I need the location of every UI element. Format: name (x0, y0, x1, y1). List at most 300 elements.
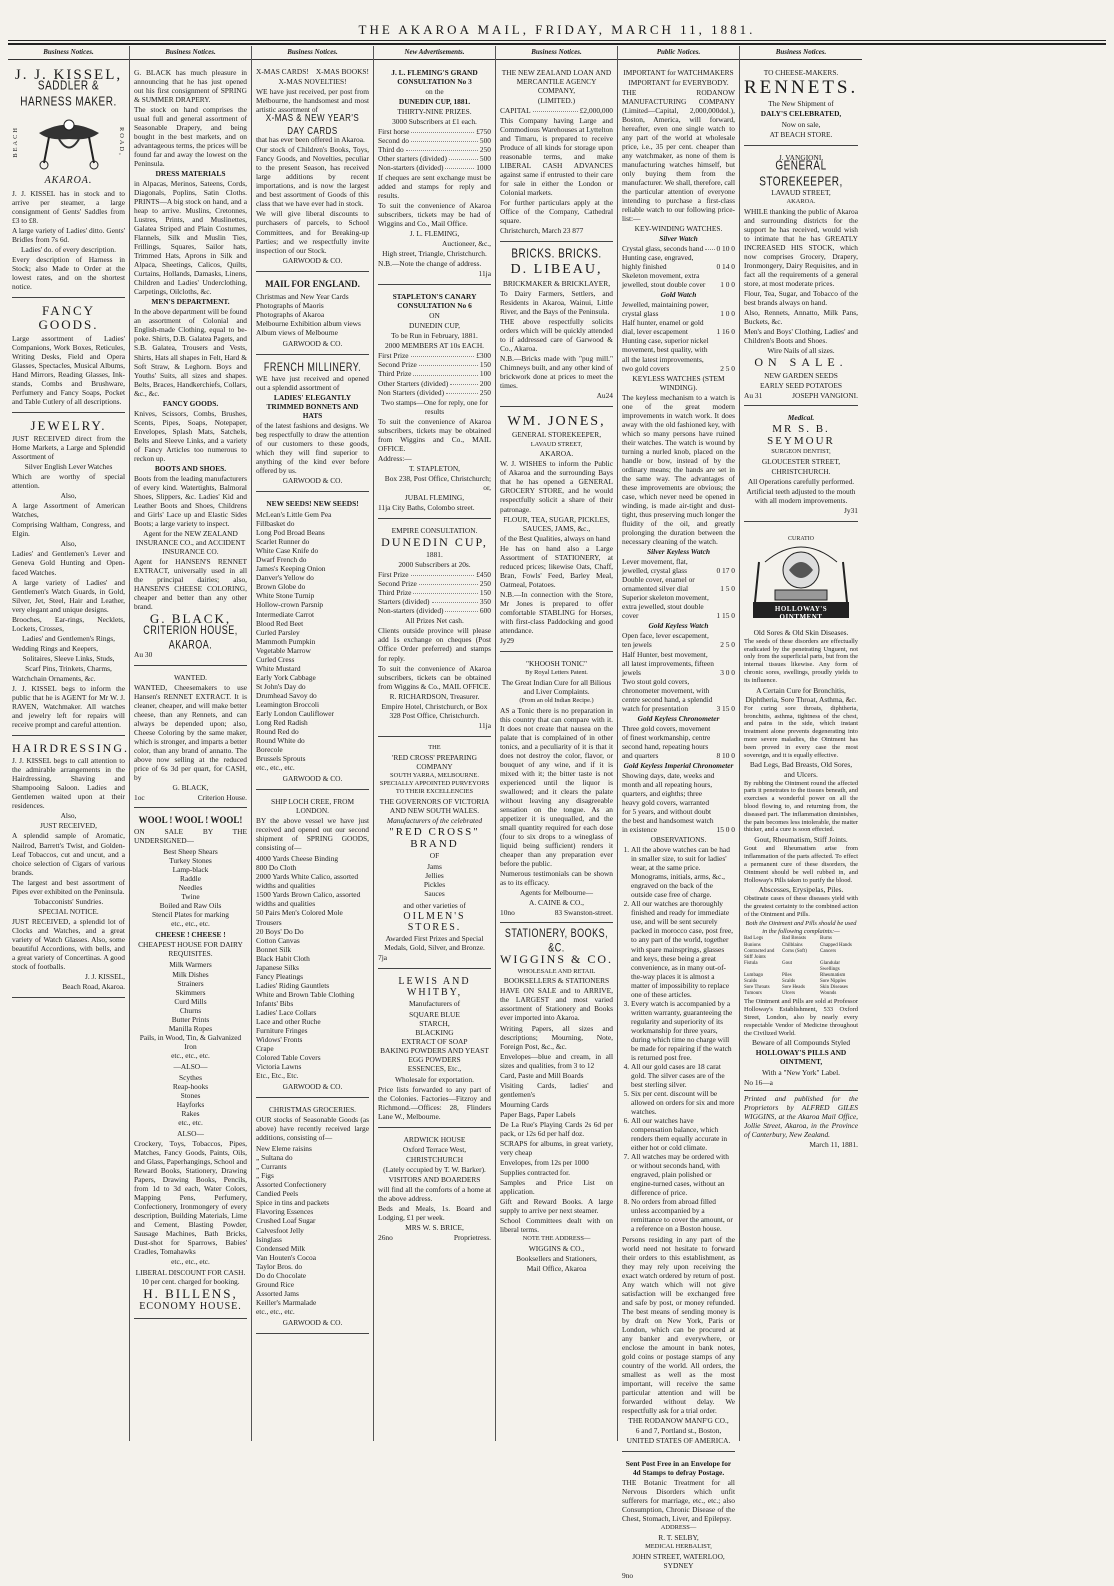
ad-ardwick-house (378, 1131, 491, 1247)
list-item: Bonnet Silk (256, 944, 292, 954)
ad-wiggins-stationery (500, 926, 613, 1279)
ad-title: RENNETS. (744, 76, 859, 98)
observation-item: 3. Every watch is accompanied by a written warranty, guaranteeing the regularity and superiority of its workmanship for three years, during which time no charge will be made for repairing if the watch is returned post free. (631, 999, 735, 1062)
row-label: Third Prize (378, 588, 412, 598)
ad-signature: A. CAINE & CO., (528, 898, 585, 908)
row-value: 150 (479, 588, 491, 598)
row-value: 150 (479, 360, 491, 370)
ad-text: If cheques are sent exchange must be added and stamps for reply and results. (378, 172, 491, 200)
table-row (622, 677, 735, 713)
item-list (256, 854, 369, 1080)
ad-text: SCRAPS for albums, in great variety, very cheap (500, 1138, 613, 1157)
ad-text: Obstinate cases of these diseases yield with the greatest certainty to the combined action of the Ointment and Pills. (744, 895, 858, 918)
ad-text: BRICKMAKER & BRICKLAYER, (502, 278, 611, 288)
list-item: etc., etc., etc. (171, 1050, 210, 1060)
ad-text: GLOUCESTER STREET, (761, 456, 841, 466)
ad-wool (134, 811, 247, 1319)
list-item: Stencil Plates for marking (152, 910, 229, 920)
complaint-item: Wounds (820, 991, 837, 997)
ad-text: The New Shipment of (768, 99, 834, 109)
ad-text: SPECIALLY APPOINTED PURVEYORS TO THEIR EXCELLENCIES (379, 780, 490, 796)
row-label: Half Hunter, best movement, all latest improvements, fifteen jewels (622, 649, 714, 677)
ad-xmas-cards (256, 64, 369, 272)
ad-subhead: DUNEDIN CUP, (409, 321, 460, 331)
ad-date: 9no (622, 1571, 634, 1581)
ad-wanted (134, 669, 247, 808)
ad-text: Silver English Lever Watches (24, 462, 113, 472)
list-item: Do do Chocolate (256, 1270, 307, 1280)
list-item: Taylor Bros. do (256, 1261, 303, 1271)
ad-text: CAPITAL (500, 105, 531, 115)
ad-text: J. J. KISSEL begs to call attention to the admirable arrangements in the Hairdressing, Shaving and Shampooing Saloon. Ladies and Gentlemen waited upon at their residences. (12, 756, 125, 811)
ad-libeau (500, 245, 613, 407)
ad-subtitle: CRITERION HOUSE, AKAROA. (143, 623, 238, 651)
ad-text: Tobacconists' Sundries. (33, 896, 104, 906)
ad-text: We will give liberal discounts to purchasers of parcels, to School Committees, and for Breaking-up Parties; and we respectfully invite inspection of our Stock. (256, 209, 369, 255)
complaint-item: Bad Legs (744, 936, 764, 942)
ad-text: Gout and Rheumatism arise from inflammation of the parts affected. To effect a permanent cure of these disorders, the Ointment should be well rubbed in, and Holloway's Pills taken to purify the blood. (744, 845, 858, 884)
list-item: Butter Prints (171, 1014, 210, 1024)
columns (8, 46, 1106, 1581)
list-item: STARCH, (419, 1018, 450, 1028)
list-item: Curled Cress (256, 654, 295, 664)
ad-nz-loan (500, 64, 613, 243)
ad-signature: R. RICHARDSON, Treasurer. (389, 691, 480, 701)
list-item: Etc., Etc., Etc. (256, 1071, 299, 1081)
list-item: Long Pod Broad Beans (256, 528, 325, 538)
ad-date: No 16—a (744, 1077, 773, 1087)
complaint-item: Chilblains (782, 942, 803, 948)
list-item: Leamington Broccoli (256, 699, 320, 709)
ad-text: ON (429, 311, 440, 321)
row-value: 250 (479, 387, 491, 397)
list-item: „ Currants (256, 1162, 287, 1172)
ad-text: NEW GARDEN SEEDS (764, 370, 838, 380)
ad-subhead: DALY'S CELEBRATED, (760, 109, 842, 119)
ad-text: Box 238, Post Office, Christchurch; or, (384, 473, 491, 492)
ad-vangioni (744, 149, 858, 406)
ad-text: The stock on hand comprises the usual full and general assortment of Seasonable Drapery, and being bought in the best markets, and on advantageous terms, the prices will be found far and away the lowest on the Peninsula. (134, 104, 247, 168)
table-row (622, 253, 735, 271)
ad-text: Persons residing in any part of the world need not hesitate to forward their orders to this establishment, as they may rely upon receiving the exact watch ordered by return of post. Any watch which will not give satisfaction will be exchanged free and safe by post, or money refunded. The best means of sending money is by draft on New York, Paris or London, which can be procured at any banker and everywhere, or enclose the amount in bank notes, gold coins or postage stamps of any country of the world. All orders, the smallest as well as the most important, will receive the same particular attention and will be forwarded without delay. We respectfully ask for a trial order. (622, 1234, 735, 1416)
table-row (622, 271, 735, 289)
ad-empire-consultation (378, 522, 491, 737)
ad-text: WANTED, Cheesemakers to use Hansen's RENNET EXTRACT. It is cleaner, cheaper, and will make better cheese, than any Rennets, and can always be depended upon; also, Cheese Coloring by the same maker, which is stronger, and imparts a better color, than any brand of annatto. The above now selling at the reduced price of 6s 3d per quart, for CASH, by (134, 682, 247, 782)
ad-text: of the latest fashions and designs. We beg respectfully to draw the attention of our customers to these goods, which they will find superior to anything of the kind ever before offered by us. (256, 420, 369, 476)
ad-text: Watchchain Ornaments, &c. (12, 673, 96, 683)
ad-text: AKAROA. (539, 449, 574, 459)
list-item: Album views of Melbourne (256, 327, 338, 337)
list-item: Keiller's Marmalade (256, 1297, 317, 1307)
table-row (378, 351, 491, 360)
row-value: 1 0 0 (720, 309, 735, 319)
row-value: 1 0 0 (720, 280, 735, 290)
row-value: 600 (479, 606, 491, 616)
ad-text: J. J. KISSEL begs to inform the public that he is AGENT for Mr W. J. RAVEN, Watchmaker. All watches and jewelry left for repairs will receive prompt and careful attention. (12, 683, 125, 730)
item-list (256, 1144, 369, 1316)
observation-item: 6. All our watches have compensation balance, which renders them equally accurate in either hot or cold climate. (631, 1116, 735, 1152)
list-item: Reap-hooks (172, 1081, 209, 1091)
ad-text: Mail Office, Akaroa (526, 1264, 587, 1274)
ad-text: in Alpacas, Merinos, Sateens, Cords, Diagonals, Poplins, Satin Cloths. PRINTS—A big stock on hand, and a heap to arrive. Muslins, Cretonnes, Lustres, Prints, and Muslinettes, Galatea Striped and Plain Costumes, Flannels, Silk and Muslin Ties, Frillings, Squares, Sailor hats, Trimmed Hats, Aprons in Silk and Alpaca, Sheetings, Calicos, Quilts, Curtains, Hollands, Damasks, Linens, Children and Ladies' Underclothing, Carpetings, Oilcloths, &c. (134, 178, 247, 297)
observation-item: 1. All the above watches can be had in smaller size, to suit for ladies' wear, at the same price. Monograms, initials, arms, &c., engraved on the back of the outside case free of charge. (631, 845, 735, 899)
row-value: 3 0 0 (720, 667, 735, 677)
list-item: Lace and other Ruche (256, 1016, 321, 1026)
ad-text: W. J. WISHES to inform the Public of Akaroa and the surrounding Bays that he has opened a GENERAL GROCERY STORE, and he would respectfully solicit a share of their patronage. (500, 459, 613, 514)
table-row (622, 593, 735, 620)
ad-text: Flour, Tea, Sugar, and Tobacco of the best brands always on hand. (744, 289, 858, 308)
ad-title: FANCY GOODS. (38, 302, 99, 333)
table-row (378, 154, 491, 163)
list-item: New Eleme raisins (256, 1144, 312, 1154)
list-item: Round Red do (256, 726, 299, 736)
list-item: etc., etc., etc. (256, 1306, 295, 1316)
ad-text: SOUTH YARRA, MELBOURNE. (390, 771, 479, 779)
ad-text: Also, (60, 811, 77, 821)
ad-text: Proprietress. (453, 1233, 491, 1243)
ad-text: Our stock of Children's Books, Toys, Fancy Goods, and Novelties, peculiar to the present Season, has received large additions by recent importations, and is now the largest and best assortment of Goods of this class that we have ever had in stock. (256, 145, 369, 209)
row-value: 2 5 0 (720, 363, 735, 373)
ad-signature: Criterion House. (197, 793, 247, 803)
ad-text: Which are worthy of special attention. (12, 472, 125, 491)
ad-title: FRENCH MILLINERY. (263, 360, 362, 374)
ad-lewis-whitby (378, 972, 491, 1128)
complaint-item: Glandular Swellings (820, 960, 840, 972)
observation-item: 7. All watches may be ordered with or without seconds hand, with engraved, plain polished or engine-turned cases, without an difference of price. (631, 1152, 735, 1197)
complaint-item: Scalds (744, 979, 758, 985)
observation-item: 5. Six per cent. discount will be allowed on orders for six and more watches. (631, 1089, 735, 1116)
ad-text: To suit the convenience of Akaroa subscribers, tickets can be obtained from Wiggins & Co., MAIL OFFICE. (378, 663, 491, 691)
ad-subhead: —ALSO— (173, 1061, 208, 1071)
ad-text: (LIMITED.) (537, 95, 576, 105)
list-item: Cotton Canvas (256, 935, 300, 945)
list-item: Van Houten's Cocoa (256, 1252, 317, 1262)
ad-title: J. L. FLEMING'S GRAND CONSULTATION No 3 (391, 67, 478, 86)
ad-title: G. BLACK, (149, 611, 232, 627)
row-value: 250 (479, 144, 491, 154)
row-value: 500 (479, 153, 491, 163)
ad-title: CHRISTMAS GROCERIES. (268, 1105, 357, 1115)
ad-text: 6 and 7, Portland st., Boston, (635, 1426, 722, 1436)
list-item: Condensed Milk (256, 1243, 306, 1253)
ad-red-cross (378, 740, 491, 969)
list-item: Black Habit Cloth (256, 953, 310, 963)
prize-table (378, 127, 491, 172)
row-value: 1 15 0 (716, 611, 735, 621)
ad-text: Visiting Cards, ladies' and gentlemen's (500, 1080, 613, 1099)
item-list (134, 1073, 247, 1127)
ad-title: J. VANGIONI, (778, 152, 824, 162)
ad-subhead: Gout, Rheumatism, Stiff Joints. (754, 835, 848, 845)
ad-khoosh-tonic (500, 655, 613, 923)
ad-subhead: Old Sores & Old Skin Diseases. (753, 627, 849, 637)
ad-text: The keyless mechanism to a watch is one of the great modern improvements in watch work. It does away with the old fashioned key, with which so many persons have ruined their watches. The watch is wound by turning a nurled knob, placed on the handle or bow, instead of by the ordinary means; the hands are set in the same way. The advantages of these improvements are obvious; the case, which never need be opened in winding, is made air-tight and dust-tight, thus preserving much longer the fluidity of the oil, and greatly prolonging the duration between the necessary cleaning of the watch. (622, 392, 735, 547)
row-value: £450 (476, 570, 491, 580)
ad-mail-england (256, 275, 369, 355)
masthead-rule (8, 40, 1106, 41)
list-item: „ Sultana do (256, 1153, 293, 1163)
masthead-rule (8, 43, 1106, 45)
ad-text: A large variety of Ladies' ditto. Gents' Bridles from 7s 6d. (12, 225, 125, 244)
ad-date: Au 31 (744, 390, 763, 400)
table-row (378, 145, 491, 154)
row-value: 100 (479, 369, 491, 379)
column-5 (496, 46, 618, 1441)
ad-title: SHIP LOCH CREE, FROM LONDON. (270, 797, 355, 816)
list-item: Infants' Bibs (256, 998, 294, 1008)
ad-text: De La Rue's Playing Cards 2s 6d per pack, or 12s 6d per half doz. (500, 1119, 613, 1138)
ad-date: 26no (378, 1233, 393, 1243)
ad-text: School Committees dealt with on liberal terms. (500, 1216, 613, 1235)
list-item: Strainers (177, 978, 204, 988)
row-label: Second do (378, 135, 409, 145)
ad-text: The Ointment and Pills are sold at Professor Holloway's Establishment, 533 Oxford Street, London, also by nearly every respectable Vendor of Medicine throughout the Civilized World. (744, 998, 858, 1037)
row-value: 2 5 0 (720, 640, 735, 650)
complaint-item: Contracted and Stiff Joints (744, 948, 775, 960)
ad-text: etc., etc., etc. (171, 1257, 210, 1267)
ad-rennets (744, 64, 858, 146)
list-item: Scarlet Runner do (256, 537, 310, 547)
list-item: Turkey Stones (169, 856, 212, 866)
ad-text: TO CHEESE-MAKERS. (763, 67, 839, 77)
ad-subhead: X-MAS & NEW YEAR'S DAY CARDS (265, 111, 360, 137)
list-item: Vegetable Marrow (256, 645, 311, 655)
ad-subhead: BOOTS AND SHOES. (154, 463, 227, 473)
ad-text: G. BLACK has much pleasure in announcing that he has just opened out his first consignment of SPRING & SUMMER DRAPERY. (134, 67, 247, 104)
column-3 (252, 46, 374, 1441)
row-label: Crystal glass, seconds hand (622, 244, 704, 254)
ad-text: By rubbing the Ointment round the affected parts it penetrates to the tissues beneath, and exercises a wonderful power on all the blood flowing to, and returning from, the diseased part. The inflammation diminishes, the pain becomes less intolerable, the matter thicker, and a cure is soon effected. (744, 779, 858, 834)
ad-subhead: WANTED. (173, 672, 208, 682)
ad-french-millinery (256, 358, 369, 492)
ad-title: J. J. KISSEL, (14, 66, 123, 83)
ad-rodanow-watches (622, 64, 735, 1453)
ad-text: Manufacturers of (408, 998, 461, 1008)
ad-text: LAVAUD STREET, (771, 187, 831, 197)
ad-text: HAVE ON SALE and to ARRIVE, the LARGEST and most varied assortment of Stationery and Books ever imported into Akaroa. (500, 986, 613, 1023)
table-row (378, 579, 491, 588)
list-item: White Mustard (256, 663, 301, 673)
ad-subhead: "RED CROSS" BRAND (389, 826, 480, 851)
ad-text: Gift and Reward Books. A large supply to arrive per next steamer. (500, 1197, 613, 1216)
saddle-illustration (29, 111, 109, 171)
ad-kissel-saddler (12, 64, 125, 298)
ad-text: GENERAL STOREKEEPER, (511, 430, 602, 440)
row-value: 1000 (476, 162, 491, 172)
ad-text: Artificial teeth adjusted to the mouth with all modern improvements. (746, 486, 856, 505)
list-item: „ Figs (256, 1171, 274, 1181)
ad-fancy-goods (12, 301, 125, 413)
ad-title: STAPLETON'S CANARY CONSULTATION No 6 (392, 292, 477, 311)
column-heading: Business Notices. (8, 46, 129, 60)
ad-text: UNITED STATES OF AMERICA. (626, 1436, 731, 1446)
column-4 (374, 46, 496, 1441)
list-item: Widows' Fronts (256, 1034, 303, 1044)
table-row (622, 575, 735, 593)
ad-text: The Great Indian Cure for all Bilious and Liver Complaints. (501, 677, 612, 696)
row-label: Other starters (divided) (378, 153, 447, 163)
ad-title: THE NEW ZEALAND LOAN AND MERCANTILE AGENCY COMPANY, (501, 67, 612, 95)
ad-text: WE have just received and opened out a splendid assortment of (256, 373, 369, 392)
complaint-item: Skin Diseases (820, 985, 848, 991)
ad-title: BRICKS. BRICKS. (511, 247, 602, 262)
imprint-date: March 11, 1881. (809, 1139, 858, 1149)
ad-text: Wire Nails of all sizes. (767, 346, 835, 356)
row-value: 0 10 0 (716, 244, 735, 254)
ad-subhead: Gold Keyless Chronometer (637, 713, 720, 723)
ad-date: 10no (500, 908, 515, 918)
table-row (378, 379, 491, 388)
row-label: First horse (378, 126, 410, 136)
ad-date: 11ja (478, 720, 491, 730)
ad-text: For further particulars apply at the Office of the Company, Cathedral square. (500, 197, 613, 226)
complaint-item: Sore Nipples (820, 979, 846, 985)
ad-subhead: Gold Keyless Watch (648, 621, 709, 631)
ad-text: The seeds of these disorders are effectually eradicated by the penetrating Unguent, not only from the superficial parts, but from the internal tissues likewise. Any form of chronic sores, swellings, proudly yields to its influence. (744, 637, 858, 684)
row-label: Second Prize (378, 360, 417, 370)
ad-title: 'RED CROSS' PREPARING COMPANY (392, 752, 477, 771)
ad-text: JUST RECEIVED direct from the Home Markets, a Large and Splendid Assortment of (12, 434, 125, 462)
item-list (378, 1010, 491, 1073)
ad-text: Clients outside province will please add 1s exchange on cheques (Post Office Order preferred) and stamps for reply. (378, 626, 491, 663)
ad-signature: GARWOOD & CO. (282, 1082, 343, 1092)
ad-text: Manufacturers of the celebrated (386, 816, 483, 826)
ad-text: To be Run in February, 1881. (391, 331, 478, 341)
ad-subhead: THE GOVERNORS OF VICTORIA AND NEW SOUTH WALES. (379, 797, 490, 816)
ad-text: To suit the convenience of Akaroa subscribers, tickets may be had of Wiggins and Co., Mail Office. (378, 200, 491, 229)
ad-signature: GARWOOD & CO. (282, 774, 343, 784)
list-item: Lamp-black (172, 865, 209, 875)
ad-text: Beds and Meals, 1s. Board and Lodging, £1 per week. (378, 1204, 491, 1223)
emblem-motto: CURATIO (787, 535, 814, 542)
ad-date: Christchurch, March 23 877 (500, 226, 584, 236)
ad-text: (Lately occupied by T. W. Barker). (383, 1165, 486, 1175)
list-item: Intermediate Carrot (256, 609, 315, 619)
ad-subhead: MEN'S DEPARTMENT. (151, 297, 230, 307)
list-item: Fancy Pleatings (256, 971, 304, 981)
list-item: McLean's Little Gem Pea (256, 510, 332, 520)
ad-text: A large Assortment of American Watches, (12, 501, 125, 520)
list-item: Brussels Sprouts (256, 754, 306, 763)
ad-xmas-groceries (256, 1101, 369, 1334)
ad-title: MAIL FOR ENGLAND. (265, 278, 360, 289)
ad-text: Ladies' do. of every description. (21, 244, 116, 254)
ad-text: Beware of all Compounds Styled (751, 1038, 851, 1048)
ad-text: All Prizes Net cash. (405, 616, 464, 626)
list-item: Curd Mills (174, 996, 207, 1006)
complaints-grid (744, 936, 858, 997)
price-value: 8 10 0 (716, 750, 735, 760)
table-row (622, 318, 735, 336)
ad-text: 11ja City Baths, Colombo street. (378, 502, 475, 512)
list-item: Japanese Silks (256, 962, 299, 972)
ad-text: A large variety of Ladies' and Gentlemen's Watch Guards, in Gold, Silver, Jet, Steel, Hair and Leather, very elegant and unique designs. (12, 577, 125, 614)
list-item: BAKING POWDERS AND YEAST (380, 1045, 489, 1055)
ad-text: With a "New York" Label. (762, 1067, 840, 1077)
list-item: Scythes (179, 1072, 202, 1082)
list-item: White and Brown Table Clothing (256, 989, 355, 999)
ad-text: Numerous testimonials can be shown as to its efficacy. (500, 869, 613, 888)
ad-subhead: GENERAL STOREKEEPER, (759, 158, 843, 190)
item-list (378, 862, 491, 898)
table-row (622, 650, 735, 677)
ad-signature: Beach Road, Akaroa. (62, 981, 125, 991)
ad-text: Card, Paste and Mill Boards (500, 1070, 584, 1080)
ad-signature: THE RODANOW MANF'G CO., (628, 1416, 729, 1426)
list-item: Blood Red Beet (256, 618, 304, 628)
ad-signature: GARWOOD & CO. (282, 338, 343, 348)
ad-text: Address:— (378, 453, 412, 463)
complaint-item: Corns (Soft) (782, 948, 807, 954)
list-item: White Case Knife do (256, 546, 319, 556)
prize-table (378, 351, 491, 396)
ad-title: JEWELRY. (30, 417, 107, 433)
list-item: Manilla Ropes (168, 1023, 213, 1033)
ad-text: Envelopes, from 12s per 1000 (500, 1157, 589, 1167)
ad-text: WHOLESALE AND RETAIL (517, 967, 596, 975)
list-item: James's Keeping Onion (256, 564, 326, 574)
ad-text: THE RODANOW MANUFACTURING COMPANY (Limited—Capital, 2,000,000dol.), Boston, America, will forward, hereafter, even one single watch to any part of the world at wholesale price, i.e., 35 per cent. cheaper than any watchmaker, as none of them is manufacturing watches himself, but only buying them from the manufacturer. We shall, therefore, call the particular attention of everyone intending to purchase a first-class reliable watch to our following price-list:— (622, 87, 735, 224)
complaint-item: Tumours (744, 991, 762, 997)
list-item: Pails, in Wood, Tin, & Galvanized Iron (139, 1032, 242, 1051)
ad-text: ADDRESS— (660, 1524, 697, 1532)
row-label: Non-starters (divided) (378, 162, 444, 172)
ad-text: Ladies' and Gentlemen's Rings, (22, 633, 115, 643)
list-item: Photographs of Maoris (256, 300, 324, 310)
row-label: Hunting case, superior nickel movement, best quality, with all the latest improvements, two gold covers (622, 336, 709, 373)
table-row (622, 631, 735, 649)
ad-subhead: DUNEDIN CUP, 1881. (398, 96, 471, 106)
table-row (378, 127, 491, 136)
ad-subtitle: SADDLER & HARNESS MAKER. (20, 79, 117, 110)
ad-text: CHRISTCHURCH. (771, 466, 831, 476)
emblem-banner: HOLLOWAY'S OINTMENT (774, 604, 828, 622)
ad-date: Jy29 (500, 635, 514, 645)
ad-text: Every description of Harness in Stock; also Made to Order at the lowest rates, and on the shortest notice. (12, 254, 125, 291)
item-list (134, 960, 247, 1059)
ad-text: By Royal Letters Patent. (525, 669, 588, 676)
ad-text: Oxford Terrace West, (402, 1145, 467, 1155)
ad-signature: J. J. KISSEL, (84, 971, 125, 981)
ad-text: LIBERAL DISCOUNT FOR CASH. 10 per cent. charged for booking. (135, 1267, 246, 1286)
page-header-title: THE AKAROA MAIL, FRIDAY, MARCH 11, 1881. (358, 22, 756, 37)
ad-subhead: OBSERVATIONS. (650, 835, 707, 845)
complaint-item: Sore Heads (782, 985, 805, 991)
complaint-item: Cancers (820, 948, 837, 954)
list-item: SQUARE BLUE (409, 1009, 460, 1019)
ad-text: will find all the comforts of a home at the above address. (378, 1185, 491, 1204)
ad-subhead: D. LIBEAU, (510, 262, 603, 278)
ad-text: N.B.—Bricks made with "pug mill." Chimneys built, and any other kind of brickwork done at prices to meet the times. (500, 353, 613, 391)
ad-text: (From an old Indian Recipe.) (519, 696, 594, 704)
ad-title: STATIONERY, BOOKS, &C. (504, 927, 609, 955)
ad-stapleton (378, 288, 491, 519)
ad-text: Samples and Price List on application. (500, 1178, 613, 1197)
row-label: First Prize (378, 570, 409, 580)
column-1 (8, 46, 130, 1441)
ad-text: MEDICAL HERBALIST, (645, 1543, 712, 1551)
ad-subhead: Gold Watch (660, 290, 697, 300)
ad-subhead: OILMEN'S STORES. (403, 910, 466, 933)
list-item: Raddle (180, 874, 201, 884)
ad-text: Also, (60, 539, 77, 549)
ad-text: N.B.—Note the change of address. (378, 259, 482, 269)
ad-text: He has on hand also a Large Assortment of STATIONERY, at reduced prices; likewise Oats, Chaff, Bran, Fowls' Feed, Barley Meal, Oatmeal, Potatoes. (500, 543, 613, 589)
list-item: Rakes (181, 1108, 200, 1118)
list-item: Flavoring Essences (256, 1207, 314, 1217)
imprint-text: Printed and published for the Proprietors by ALFRED GILES WIGGINS, at the Akaroa Mail Office, Jollie Street, Akaroa, in the Province of Canterbury, New Zealand. (744, 1093, 858, 1139)
column-6 (618, 46, 740, 1581)
